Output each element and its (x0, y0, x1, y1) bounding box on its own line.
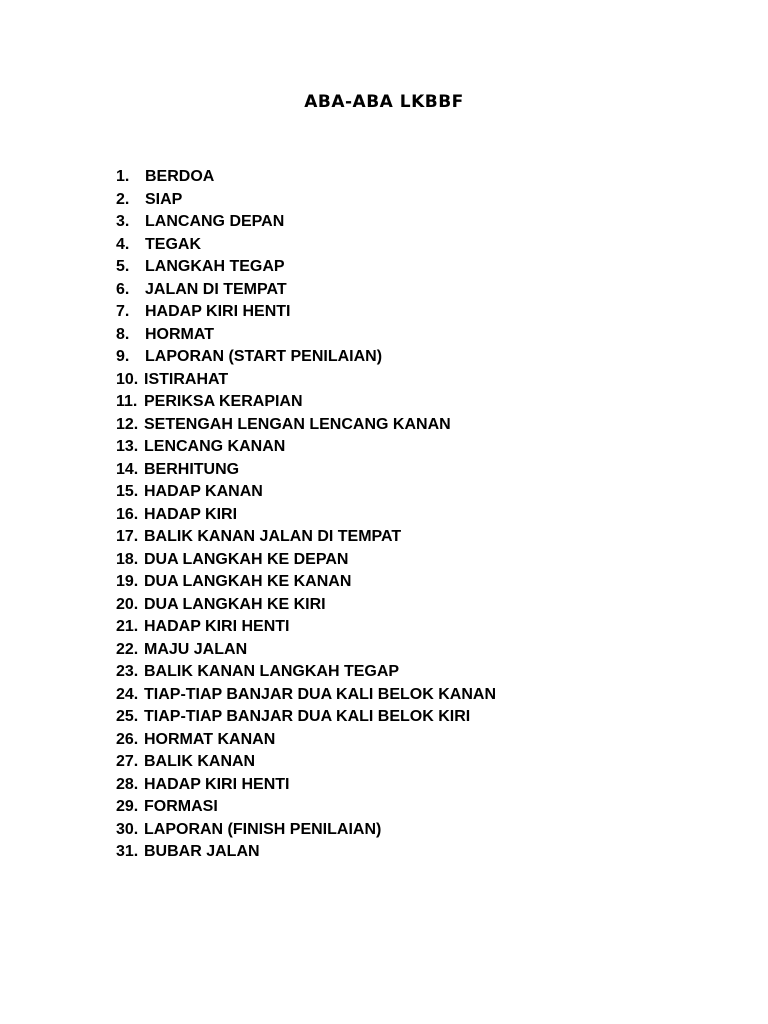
list-item-number: 16. (116, 505, 139, 523)
list-item-number: 9. (116, 348, 130, 365)
list-item-text: LANGKAH TEGAP (145, 258, 285, 275)
list-item-number: 29. (116, 798, 139, 815)
list-item-number: 24. (116, 685, 139, 703)
list-item (116, 549, 496, 572)
list-item-number: 14. (116, 460, 139, 478)
list-item-text: HADAP KIRI (144, 505, 238, 523)
list-item (116, 369, 496, 392)
list-item-text: BUBAR JALAN (144, 843, 260, 860)
list-item (116, 166, 496, 189)
list-item-number: 25. (116, 708, 139, 725)
list-item-number: 19. (116, 573, 139, 590)
list-item-text: DUA LANGKAH KE DEPAN (144, 550, 349, 568)
list-item-number: 3. (116, 213, 130, 230)
list-item-text: BERDOA (145, 168, 215, 185)
list-item-text: SETENGAH LENGAN LENCANG KANAN (144, 415, 451, 433)
list-item (116, 301, 496, 324)
list-item (116, 211, 496, 234)
list-item-number: 2. (116, 190, 130, 208)
list-item-text: LANCANG DEPAN (145, 213, 285, 230)
list-item (116, 684, 496, 707)
list-item-text: LAPORAN (START PENILAIAN) (145, 348, 383, 365)
list-item-number: 7. (116, 303, 130, 320)
list-item-number: 12. (116, 415, 139, 433)
list-item-number: 10. (116, 370, 139, 388)
list-item-number: 30. (116, 820, 139, 838)
list-item-text: TIAP-TIAP BANJAR DUA KALI BELOK KANAN (144, 685, 496, 703)
list-item-number: 22. (116, 640, 139, 658)
list-item-text: BALIK KANAN LANGKAH TEGAP (144, 663, 400, 680)
list-item-text: MAJU JALAN (144, 640, 248, 658)
list-item-text: BALIK KANAN (144, 753, 256, 770)
list-item (116, 504, 496, 527)
list-item-number: 28. (116, 775, 139, 793)
list-item (116, 774, 496, 797)
list-item (116, 639, 496, 662)
list-item-number: 4. (116, 235, 130, 253)
list-item-number: 31. (116, 843, 139, 860)
list-item (116, 571, 496, 594)
list-item (116, 616, 496, 639)
list-item-number: 20. (116, 595, 139, 613)
list-item-number: 23. (116, 663, 139, 680)
list-item-number: 21. (116, 618, 139, 635)
list-item (116, 414, 496, 437)
list-item-number: 18. (116, 550, 139, 568)
list-item-text: PERIKSA KERAPIAN (144, 393, 303, 410)
list-item (116, 661, 496, 684)
list-item-number: 11. (116, 393, 138, 410)
list-item (116, 256, 496, 279)
list-item (116, 189, 496, 212)
list-item-text: TIAP-TIAP BANJAR DUA KALI BELOK KIRI (144, 708, 471, 725)
list-item-number: 5. (116, 258, 130, 275)
list-item (116, 819, 496, 842)
list-item (116, 706, 496, 729)
list-item-number: 8. (116, 325, 130, 343)
list-item (116, 729, 496, 752)
list-item (116, 324, 496, 347)
document-title: ABA-ABA LKBBF (304, 92, 464, 112)
list-item-text: JALAN DI TEMPAT (145, 280, 287, 298)
list-item (116, 594, 496, 617)
list-item-text: HORMAT (145, 325, 215, 343)
list-item-text: HADAP KIRI HENTI (144, 618, 290, 635)
list-item-text: HADAP KANAN (144, 483, 263, 500)
list-item-text: ISTIRAHAT (144, 370, 229, 388)
command-list (116, 166, 496, 864)
list-item (116, 459, 496, 482)
list-item-number: 15. (116, 483, 139, 500)
list-item (116, 751, 496, 774)
list-item-number: 26. (116, 730, 139, 748)
list-item (116, 526, 496, 549)
list-item-text: HADAP KIRI HENTI (144, 775, 290, 793)
list-item-text: HORMAT KANAN (144, 730, 276, 748)
list-item-text: DUA LANGKAH KE KANAN (144, 573, 352, 590)
list-item (116, 481, 496, 504)
list-item-text: BALIK KANAN JALAN DI TEMPAT (144, 528, 402, 545)
list-item-number: 27. (116, 753, 139, 770)
list-item-text: FORMASI (144, 798, 218, 815)
list-item-text: HADAP KIRI HENTI (145, 303, 291, 320)
list-item-text: LAPORAN (FINISH PENILAIAN) (144, 820, 382, 838)
list-item (116, 796, 496, 819)
list-item-number: 6. (116, 280, 130, 298)
list-item (116, 391, 496, 414)
list-item-number: 1. (116, 168, 130, 185)
list-item (116, 436, 496, 459)
list-item-text: LENCANG KANAN (144, 438, 286, 455)
list-item (116, 346, 496, 369)
list-item-text: TEGAK (145, 235, 201, 253)
list-item (116, 234, 496, 257)
list-item-text: BERHITUNG (144, 460, 240, 478)
list-item-text: DUA LANGKAH KE KIRI (144, 595, 326, 613)
list-item-number: 13. (116, 438, 139, 455)
list-item (116, 279, 496, 302)
list-item-text: SIAP (145, 190, 183, 208)
list-item (116, 841, 496, 864)
list-item-number: 17. (116, 528, 139, 545)
